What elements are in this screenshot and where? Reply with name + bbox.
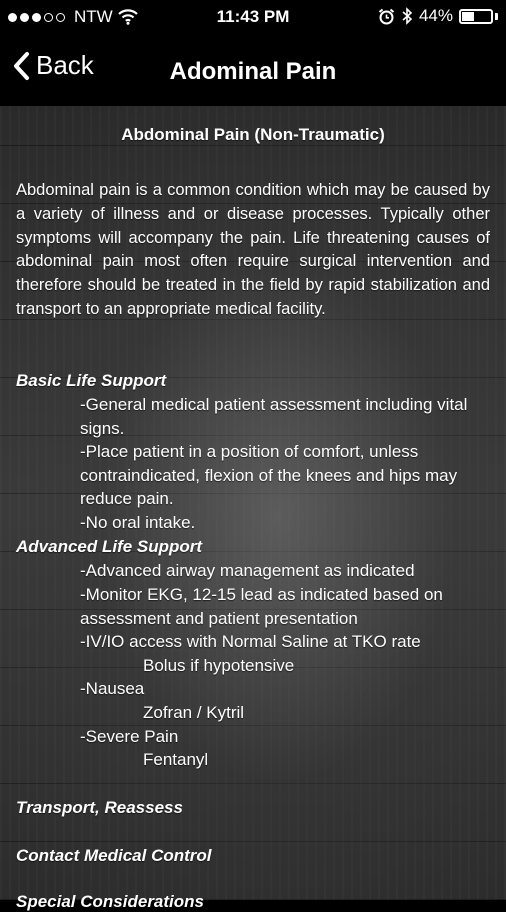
battery-tip: [495, 13, 498, 20]
bls-heading: Basic Life Support: [16, 371, 167, 390]
als-item: -Monitor EKG, 12-15 lead as indicated based on assessment and patient presentation: [80, 585, 443, 628]
bls-item: -General medical patient assessment including vital signs.: [80, 395, 468, 438]
page-title: Adominal Pain: [169, 58, 337, 85]
als-subitem: Zofran / Kytril: [143, 703, 245, 722]
alarm-clock-icon: [378, 8, 395, 25]
carrier-name: NTW: [74, 7, 113, 26]
bls-item: -Place patient in a position of comfort, unless contraindicated, flexion of the knees and hips may reduce pain.: [80, 442, 458, 508]
als-item: -IV/IO access with Normal Saline at TKO rate: [80, 632, 421, 651]
battery-level-fill: [462, 12, 474, 21]
battery-icon: [459, 9, 493, 24]
back-button-label: Back: [36, 50, 94, 80]
bluetooth-icon: [401, 7, 413, 25]
status-bar: [0, 0, 506, 34]
navigation-bar: [0, 34, 506, 106]
als-item: -Advanced airway management as indicated: [80, 561, 415, 580]
battery-percent: 44%: [418, 6, 453, 25]
als-item: -Nausea: [80, 679, 145, 698]
protocol-intro: Abdominal pain is a common condition which may be caused by a variety of illness and or disease processes. Typically other symptoms will accompany the pain. Life threatening causes of abdominal pain most often require surgical intervention and therefore should be treated in the field by rapid stabilization and transport to an appropriate medical facility.: [16, 181, 490, 318]
als-subitem: Fentanyl: [143, 750, 209, 769]
protocol-title: Abdominal Pain (Non-Traumatic): [121, 125, 385, 144]
als-heading: Advanced Life Support: [16, 537, 203, 556]
als-subitem: Bolus if hypotensive: [143, 656, 295, 675]
transport-heading: Transport, Reassess: [16, 798, 183, 817]
als-item: -Severe Pain: [80, 727, 179, 746]
protocol-content[interactable]: [0, 106, 506, 911]
status-time: 11:43 PM: [216, 7, 290, 26]
status-right: [378, 6, 498, 26]
bls-item: -No oral intake.: [80, 513, 196, 532]
contact-medical-control-heading: Contact Medical Control: [16, 846, 212, 865]
special-considerations-heading: Special Considerations: [16, 892, 204, 911]
